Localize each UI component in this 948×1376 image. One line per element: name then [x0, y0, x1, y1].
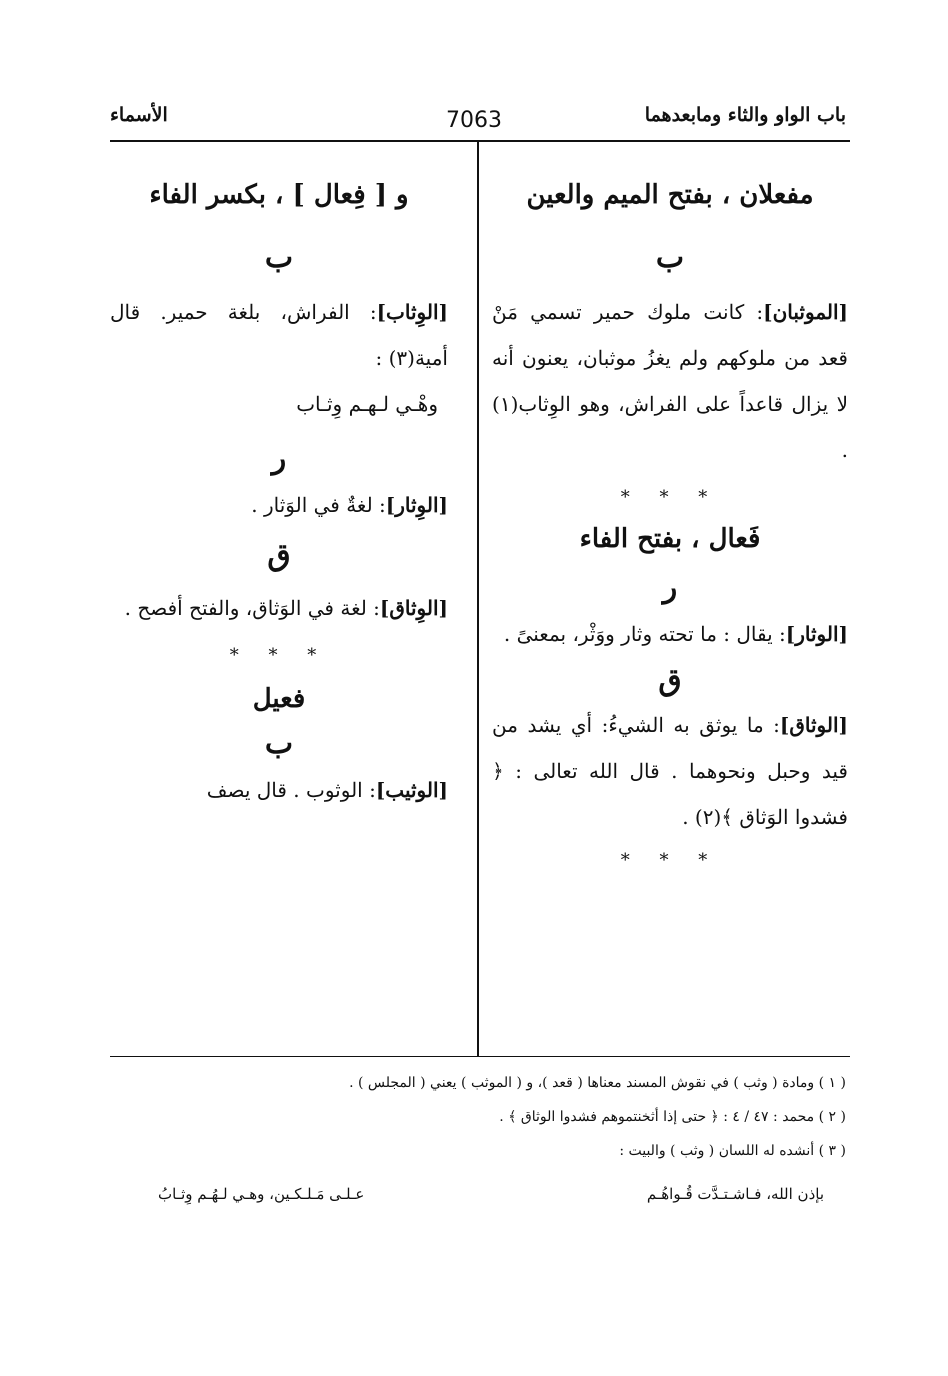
column-divider: [477, 140, 479, 1056]
entry-wathar: [492, 611, 848, 657]
entry-withaq: [110, 585, 448, 631]
running-head-section: الأسماء: [110, 104, 168, 126]
letter-heading-r: ر: [271, 441, 287, 476]
letter-heading-q: ق: [267, 538, 291, 573]
footnote-verse-second-half: عـلـى مَـلـكـين، وهـي لـهُـم وِثـابُ: [158, 1185, 365, 1203]
entry-text: : يقال : ما تحته وثار ووَثْر، بمعنىً .: [503, 622, 786, 646]
letter-heading-q: ق: [658, 663, 682, 698]
entry-text: : الوثوب . قال يصف: [206, 778, 376, 802]
footnote-verse-first-half: بإذن الله، فـاشـتـدَّت قُـواهُـم: [646, 1185, 824, 1203]
letter-heading-b: ب: [655, 240, 685, 275]
heading-fail: فعيل: [252, 684, 306, 714]
entry-text: : كانت ملوك حمير تسمي مَنْ قعد من ملوكهم ولم يغزُ موثبان، يعنون أنه لا يزال قاعداً على الفراش، وهو الوِثاب(١) .: [492, 300, 848, 462]
footnote-1: ( ١ ) ومادة ( وثب ) في نقوش المسند معناها ( قعد )، و ( الموثب ) يعني ( المجلس ) .: [349, 1075, 846, 1091]
entry-withab: [110, 289, 448, 381]
section-separator: * * *: [620, 487, 720, 508]
entry-wathib: [110, 767, 448, 813]
section-separator: * * *: [229, 645, 329, 666]
entry-wathaq: [492, 702, 848, 840]
entry-mawthaban: [492, 289, 848, 473]
entry-keyword: [الوثيب]: [375, 778, 448, 802]
entry-text: : ما يوثق به الشيءُ: أي يشد من قيد وحبل ونحوهما . قال الله تعالى : ﴿ فشدوا الوَثاق ﴾(٢) .: [492, 713, 848, 829]
running-head-chapter: باب الواو والثاء ومابعدهما: [644, 104, 846, 126]
letter-heading-b: ب: [264, 240, 294, 275]
section-separator: * * *: [620, 850, 720, 871]
letter-heading-r: ر: [662, 570, 678, 605]
entry-keyword: [الوثار]: [785, 622, 848, 646]
entry-text: : الفراش، بلغة حمير. قال أمية(٣) :: [110, 300, 448, 370]
header-rule: [110, 140, 850, 142]
entry-keyword: [الوثاق]: [779, 713, 848, 737]
heading-faal: فَعال ، بفتح الفاء: [579, 524, 761, 554]
left-column: [110, 172, 448, 813]
letter-heading-b: ب: [264, 726, 294, 761]
footnote-2: ( ٢ ) محمد : ٤٧ / ٤ : ﴿ حتى إذا أثخنتموهم فشدوا الوثاق ﴾ .: [499, 1109, 846, 1125]
entry-text: : لغةٌ في الوَثار .: [251, 493, 386, 517]
entry-keyword: [الوِثار]: [385, 493, 448, 517]
heading-fiaal: و [ فِعال ] ، بكسر الفاء: [149, 180, 409, 210]
right-column: [492, 172, 848, 871]
entry-keyword: [الوِثاب]: [376, 300, 448, 324]
verse-fragment: وهْـي لـهـم وِثـاب: [296, 392, 438, 416]
footnote-rule: [110, 1056, 850, 1057]
footnote-3: ( ٣ ) أنشده له اللسان ( وثب ) والبيت :: [619, 1143, 846, 1159]
page-number: 7063: [446, 108, 502, 133]
entry-text: : لغة في الوَثاق، والفتح أفصح .: [124, 596, 380, 620]
entry-keyword: [الوِثاق]: [379, 596, 448, 620]
entry-keyword: [الموثبان]: [763, 300, 848, 324]
entry-withar: [110, 482, 448, 528]
heading-mifalan: مفعلان ، بفتح الميم والعين: [526, 180, 814, 210]
